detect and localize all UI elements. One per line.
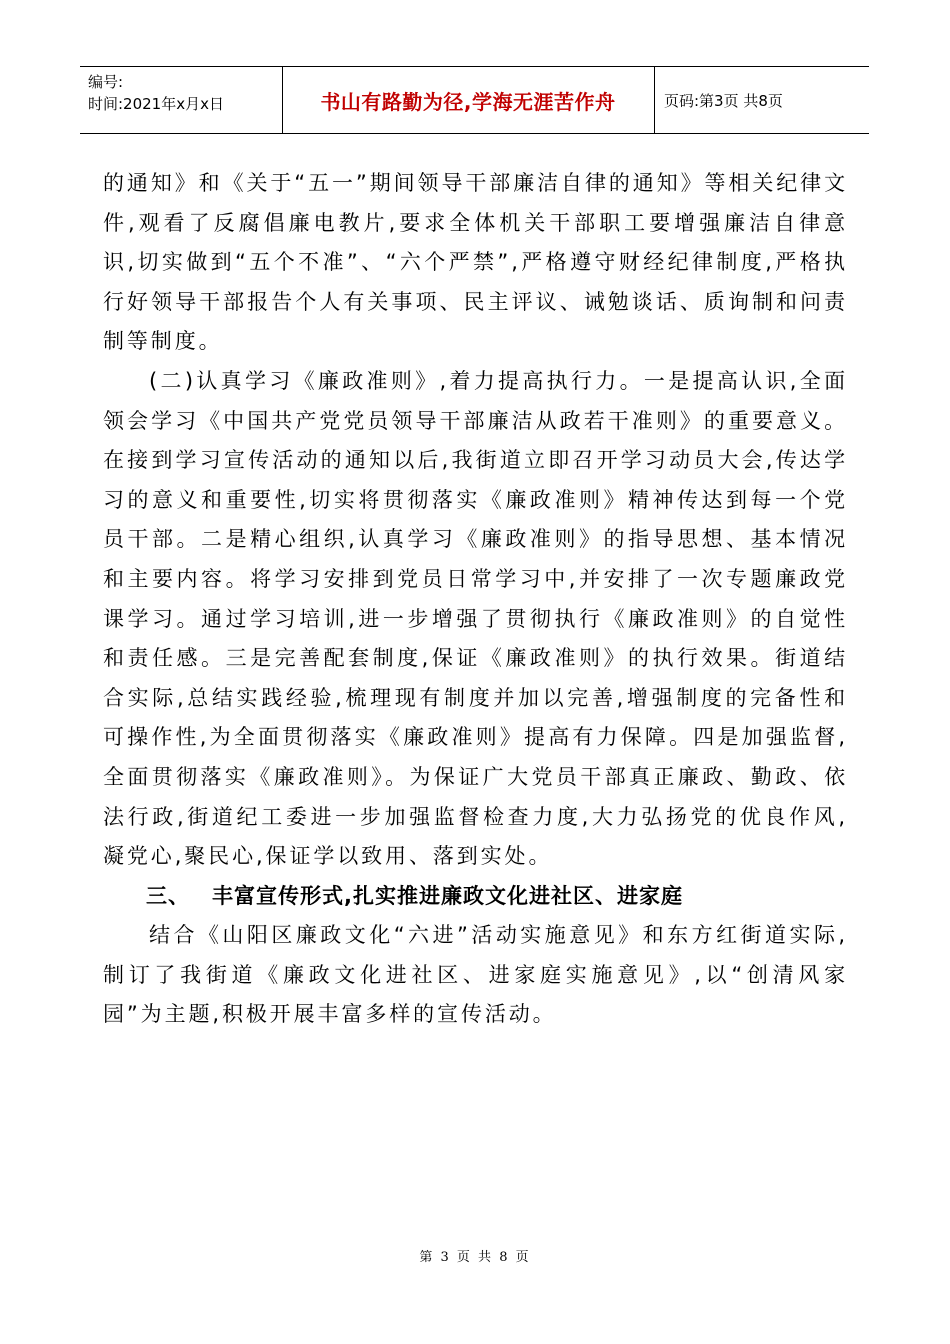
document-number-label: 编号: [88,73,124,91]
body-paragraph-2: (二)认真学习《廉政准则》,着力提高执行力。一是提高认识,全面领会学习《中国共产党党员领导干部廉洁从政若干准则》的重要意义。在接到学习宣传活动的通知以后,我街道立即召开学习动员大会,传达学习的意义和重要性,切实将贯彻落实《廉政准则》精神传达到每一个党员干部。二是精心组织,认真学习《廉政准则》的指导思想、基本情况和主要内容。将学习安排到党员日常学习中,并安排了一次专题廉政党课学习。通过学习培训,进一步增强了贯彻执行《廉政准则》的自觉性和责任感。三是完善配套制度,保证《廉政准则》的执行效果。街道结合实际,总结实践经验,梳理现有制度并加以完善,增强制度的完备性和可操作性,为全面贯彻落实《廉政准则》提高有力保障。四是加强监督,全面贯彻落实《廉政准则》。为保证广大党员干部真正廉政、勤政、依法行政,街道纪工委进一步加强监督检查力度,大力弘扬党的优良作风,凝党心,聚民心,保证学以致用、落到实处。 [103,368,848,869]
header-divider-right [654,67,655,133]
section-heading-number: 三、 [146,883,190,908]
section-heading-text: 丰富宣传形式,扎实推进廉政文化进社区、进家庭 [212,883,683,908]
header-motto: 书山有路勤为径,学海无涯苦作舟 [320,89,616,114]
document-date-label: 时间:2021年x月x日 [88,95,224,113]
body-paragraph-3: 结合《山阳区廉政文化“六进”活动实施意见》和东方红街道实际,制订了我街道《廉政文化进社区、进家庭实施意见》,以“创清风家园”为主题,积极开展丰富多样的宣传活动。 [103,923,848,1027]
header-page-info: 页码:第3页 共8页 [664,91,783,110]
page-header [80,66,869,134]
document-body [103,164,848,1035]
header-meta [88,71,278,115]
page-footer: 第 3 页 共 8 页 [419,1250,531,1265]
body-paragraph-1: 的通知》和《关于“五一”期间领导干部廉洁自律的通知》等相关纪律文件,观看了反腐倡廉电教片,要求全体机关干部职工要增强廉洁自律意识,切实做到“五个不准”、“六个严禁”,严格遵守财经纪律制度,严格执行好领导干部报告个人有关事项、民主评议、诫勉谈话、质询制和问责制等制度。 [103,171,848,354]
section-heading-3 [103,877,848,917]
